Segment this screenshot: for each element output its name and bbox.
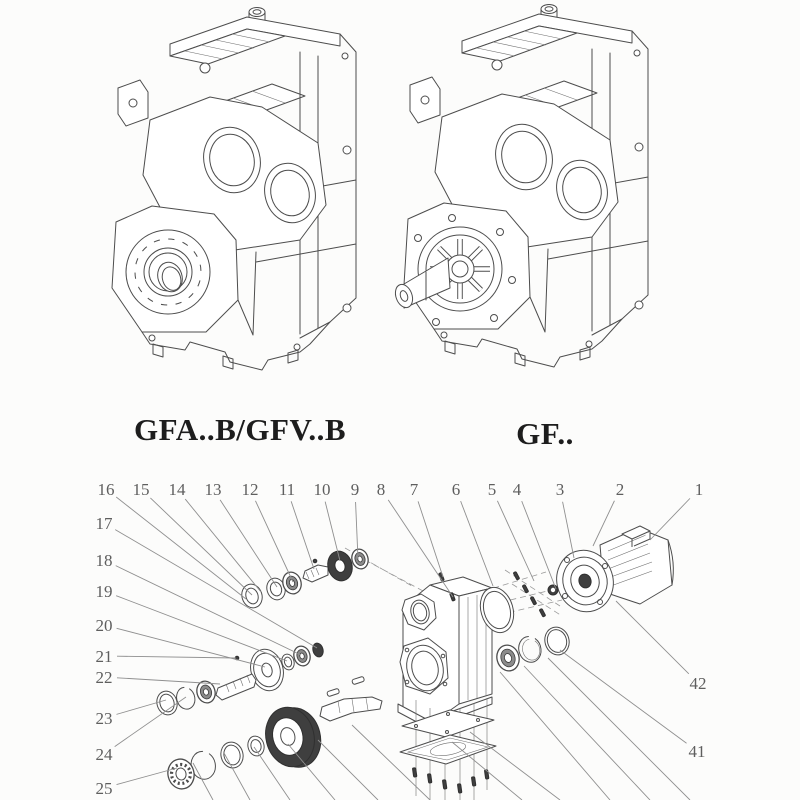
callout-number-23: 23: [95, 709, 113, 728]
callout-number-15: 15: [132, 480, 150, 499]
leader-line-41: [560, 650, 687, 743]
callout-number-6: 6: [451, 480, 461, 499]
callout-number-12: 12: [241, 480, 259, 499]
leader-line-7: [418, 501, 443, 577]
oil-pan-cover: [400, 735, 496, 764]
leader-line-1: [650, 498, 690, 540]
gearbox-drawing-hollow-shaft: [112, 8, 356, 371]
exploded-callout-numbers: [96, 480, 707, 798]
callout-number-4: 4: [512, 480, 522, 499]
intermediate-shaft-assembly: [154, 642, 325, 717]
callout-number-42: 42: [689, 674, 707, 693]
callout-number-7: 7: [409, 480, 419, 499]
callout-number-22: 22: [95, 668, 113, 687]
leader-line-10: [325, 502, 340, 561]
leader-line-8: [388, 500, 453, 597]
callout-number-2: 2: [615, 480, 625, 499]
leader-line-21: [117, 656, 236, 658]
input-shaft-assembly: [239, 547, 371, 610]
leader-line-42: [616, 601, 689, 674]
electric-motor: [549, 526, 674, 619]
callout-number-11: 11: [278, 480, 296, 499]
gearbox-drawing-solid-shaft: [392, 5, 648, 368]
leader-line-3: [563, 502, 574, 558]
leader-line-20: [117, 628, 265, 667]
leader-line-19: [116, 596, 287, 661]
callout-number-13: 13: [204, 480, 222, 499]
callout-number-18: 18: [95, 551, 113, 570]
callout-number-21: 21: [95, 647, 113, 666]
callout-number-24: 24: [95, 745, 113, 764]
leader-line-5: [497, 501, 534, 581]
callout-number-17: 17: [95, 514, 113, 533]
callout-number-41: 41: [688, 742, 706, 761]
callout-number-10: 10: [313, 480, 331, 499]
leader-line-2: [593, 501, 614, 546]
leader-line-11: [291, 501, 314, 569]
leader-line-6: [461, 501, 493, 586]
callout-number-14: 14: [168, 480, 186, 499]
callout-number-25: 25: [95, 779, 113, 798]
leader-line-4: [522, 501, 556, 589]
cover-bolts: [412, 768, 488, 793]
model-label-solid-shaft: GF..: [516, 416, 574, 451]
callout-number-9: 9: [350, 480, 360, 499]
callout-number-1: 1: [694, 480, 704, 499]
leader-line-13: [220, 500, 277, 587]
model-label-hollow-shaft: GFA..B/GFV..B: [133, 412, 347, 447]
exploded-leader-lines: [115, 497, 690, 785]
callout-number-8: 8: [376, 480, 386, 499]
callout-number-16: 16: [97, 480, 115, 499]
gear-housing: [398, 577, 492, 728]
leader-line-12: [255, 501, 293, 582]
leader-line-16: [116, 497, 246, 599]
callout-number-20: 20: [95, 616, 113, 635]
callout-number-19: 19: [95, 582, 113, 601]
exploded-view: [96, 480, 707, 800]
callout-number-3: 3: [555, 480, 565, 499]
callout-number-5: 5: [487, 480, 497, 499]
